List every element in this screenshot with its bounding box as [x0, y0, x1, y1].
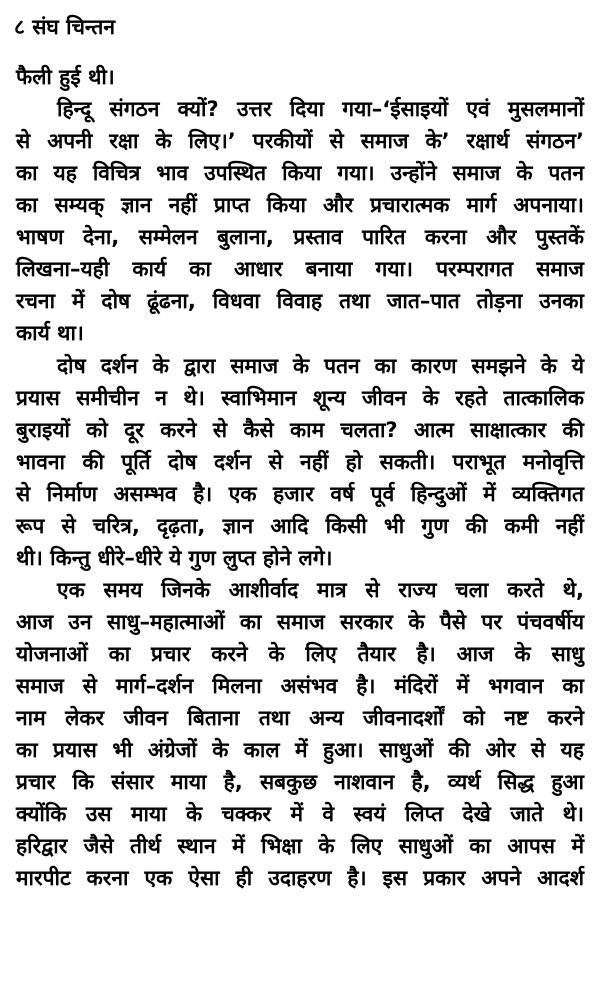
text-line: कार्य था। [16, 321, 84, 345]
text-line: हिन्दू संगठन क्यों? उत्तर दिया गया–‘ईसाइयों एवं मुसलमानों [57, 97, 584, 121]
text-line: से अपनी रक्षा के लिए।’ परकीयों से समाज के’ रक्षार्थ संगठन’ [16, 129, 584, 153]
text-line: रूप से चरित्र, दृढ़ता, ज्ञान आदि किसी भी गुण की कमी नहीं [16, 514, 584, 538]
text-line: प्रचार कि संसार माया है, सबकुछ नाशवान है, व्यर्थ सिद्ध हुआ [16, 770, 584, 794]
text-line: प्रयास समीचीन न थे। स्वाभिमान शून्य जीवन के रहते तात्कालिक [16, 386, 584, 410]
text-line: नाम लेकर जीवन बिताना तथा अन्य जीवनादर्शों को नष्ट करने [16, 706, 584, 730]
text-line: रचना में दोष ढूंढना, विधवा विवाह तथा जात–पात तोड़ना उनका [16, 289, 584, 313]
text-line: बुराइयों को दूर करने से कैसे काम चलता? आत्म साक्षात्कार की [16, 418, 584, 442]
text-line: भाषण देना, सम्मेलन बुलाना, प्रस्ताव पारित करना और पुस्तकें [16, 225, 584, 249]
running-head: ८ संघ चिन्तन [14, 15, 116, 39]
text-line: समाज से मार्ग–दर्शन मिलना असंभव है। मंदिरों में भगवान का [16, 674, 584, 698]
text-line: भावना की पूर्ति दोष दर्शन से नहीं हो सकती। पराभूत मनोवृत्ति [16, 450, 584, 474]
text-line: मारपीट करना एक ऐसा ही उदाहरण है। इस प्रकार अपने आदर्श [16, 866, 584, 890]
text-line: का प्रयास भी अंग्रेजों के काल में हुआ। साधुओं की ओर से यह [16, 738, 584, 762]
text-line: से निर्माण असम्भव है। एक हजार वर्ष पूर्व हिन्दुओं में व्यक्तिगत [16, 482, 584, 506]
text-line: फैली हुई थी। [16, 65, 115, 89]
text-line: थी। किन्तु धीरे–धीरे ये गुण लुप्त होने लगे। [16, 546, 333, 570]
text-line: का सम्यक् ज्ञान नहीं प्राप्त किया और प्रचारात्मक मार्ग अपनाया। [16, 193, 584, 217]
text-line: आज उन साधु–महात्माओं का समाज सरकार के पैसे पर पंचवर्षीय [16, 610, 584, 634]
text-line: हरिद्वार जैसे तीर्थ स्थान में भिक्षा के लिए साधुओं का आपस में [16, 834, 584, 858]
text-line: क्योंकि उस माया के चक्कर में वे स्वयं लिप्त देखे जाते थे। [16, 802, 584, 826]
text-line: का यह विचित्र भाव उपस्थित किया गया। उन्होंने समाज के पतन [16, 161, 584, 185]
text-line: लिखना–यही कार्य का आधार बनाया गया। परम्परागत समाज [16, 257, 584, 281]
text-line: योजनाओं का प्रचार करने के लिए तैयार है। आज के साधु [16, 642, 584, 666]
text-line: दोष दर्शन के द्वारा समाज के पतन का कारण समझने के ये [57, 354, 584, 378]
text-line: एक समय जिनके आशीर्वाद मात्र से राज्य चला करते थे, [57, 578, 584, 602]
